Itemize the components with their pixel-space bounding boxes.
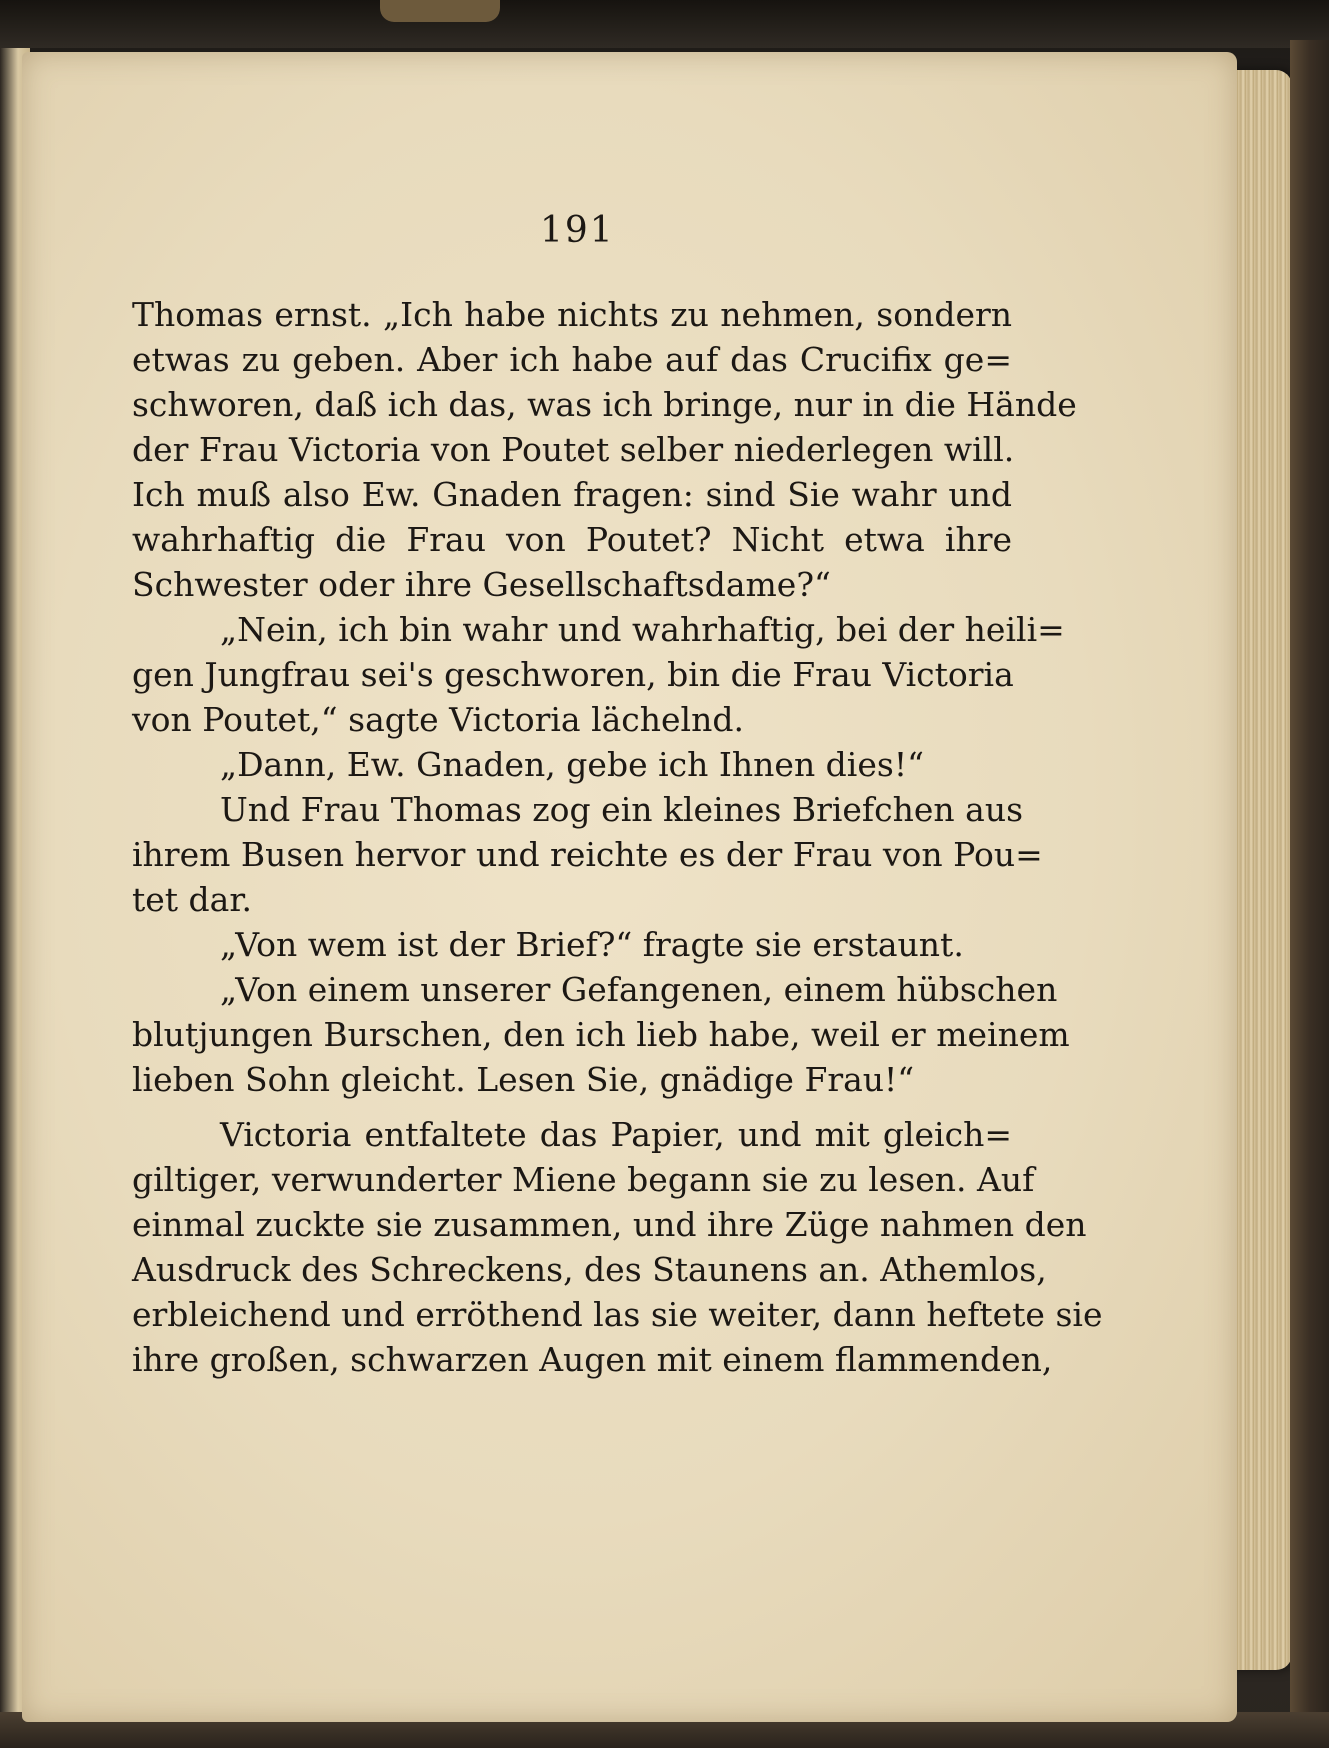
text-line: Ich muß also Ew. Gnaden fragen: sind Sie wahr und xyxy=(132,475,1012,514)
body-text xyxy=(132,292,1103,1382)
page-number: 191 xyxy=(540,210,615,251)
book-cover-top xyxy=(0,0,1329,48)
text-line: wahrhaftig die Frau von Poutet? Nicht etwa ihre xyxy=(132,520,1012,559)
text-line: erbleichend und erröthend las sie weiter, dann heftete sie xyxy=(132,1295,1103,1334)
text-line: gen Jungfrau sei's geschworen, bin die Frau Victoria xyxy=(132,655,1014,694)
text-line: ihre großen, schwarzen Augen mit einem flammenden, xyxy=(132,1340,1053,1379)
text-line: Und Frau Thomas zog ein kleines Briefchen aus xyxy=(220,790,1024,829)
bookmark-tab xyxy=(380,0,500,22)
text-line: der Frau Victoria von Poutet selber niederlegen will. xyxy=(132,430,1015,469)
text-line: Schwester oder ihre Gesellschaftsdame?“ xyxy=(132,565,831,604)
text-line: „Dann, Ew. Gnaden, gebe ich Ihnen dies!“ xyxy=(220,745,924,784)
text-line: von Poutet,“ sagte Victoria lächelnd. xyxy=(132,700,744,739)
text-line: blutjungen Burschen, den ich lieb habe, weil er meinem xyxy=(132,1015,1070,1054)
text-line: etwas zu geben. Aber ich habe auf das Crucifix ge= xyxy=(132,340,1012,379)
text-line: „Von wem ist der Brief?“ fragte sie erstaunt. xyxy=(220,925,964,964)
text-line: „Nein, ich bin wahr und wahrhaftig, bei der heili= xyxy=(220,610,1065,649)
text-line: Thomas ernst. „Ich habe nichts zu nehmen, sondern xyxy=(132,295,1012,334)
text-line: giltiger, verwunderter Miene begann sie zu lesen. Auf xyxy=(132,1160,1035,1199)
text-line: schworen, daß ich das, was ich bringe, nur in die Hände xyxy=(132,385,1077,424)
text-line: Ausdruck des Schreckens, des Staunens an. Athemlos, xyxy=(132,1250,1047,1289)
text-line: Victoria entfaltete das Papier, und mit gleich= xyxy=(220,1115,1012,1154)
text-line: lieben Sohn gleicht. Lesen Sie, gnädige Frau!“ xyxy=(132,1060,915,1099)
book-cover-right xyxy=(1290,40,1329,1748)
text-line: ihrem Busen hervor und reichte es der Frau von Pou= xyxy=(132,835,1043,874)
text-line: tet dar. xyxy=(132,880,252,919)
text-line: „Von einem unserer Gefangenen, einem hübschen xyxy=(220,970,1058,1009)
text-line: einmal zuckte sie zusammen, und ihre Züge nahmen den xyxy=(132,1205,1087,1244)
